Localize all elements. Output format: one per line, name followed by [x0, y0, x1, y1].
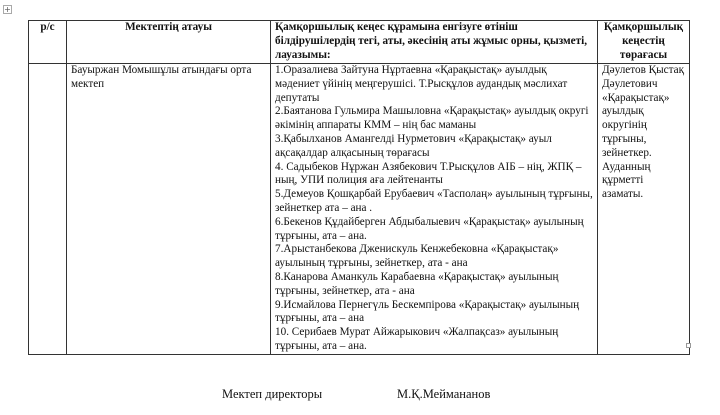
member-item: 1.Оразалиева Зайтуна Нұртаевна «Қарақыстақ» ауылдық мәдениет үйінің меңгерушісі. Т.Рысқұлов аудандық мәслихат депутаты: [275, 64, 568, 104]
cell-chairman: Дәулетов Қыстақ Дәулетович «Қарақыстақ» ауылдық округінің тұрғыны, зейнеткер. Ауданның құрметті азаматы.: [598, 64, 690, 355]
header-number: р/с: [29, 21, 67, 64]
member-item: 7.Арыстанбекова Дженискуль Кенжебековна «Қарақыстақ» ауылының тұрғыны, зейнеткер, ата - ана: [275, 243, 559, 270]
member-item: 6.Бекенов Құдайберген Абдыбалыевич «Қарақыстақ» ауылының тұрғыны, ата – ана.: [275, 215, 584, 242]
table-move-handle-icon[interactable]: +: [4, 5, 11, 14]
director-title: Мектеп директоры: [222, 387, 323, 401]
table-resize-handle-icon[interactable]: [686, 343, 691, 348]
table-row: [29, 64, 690, 355]
cell-number: [29, 64, 67, 355]
member-item: 8.Канарова Аманкуль Карабаевна «Қарақыстақ» ауылының тұрғыны, зейнеткер, ата - ана: [275, 270, 559, 297]
cell-school-name: Бауыржан Момышұлы атындағы орта мектеп: [67, 64, 271, 355]
header-chairman: Қамқоршылық кеңестің төрағасы: [598, 21, 690, 64]
member-item: 4. Садыбеков Нұржан Азябекович Т.Рысқұлов АІБ – нің, ЖПҚ – ның, УПИ полиция аға лейтенанты: [275, 160, 582, 187]
member-item: 5.Демеуов Қошқарбай Ерубаевич «Тасполаң» ауылының тұрғыны, зейнеткер ата – ана .: [275, 188, 593, 214]
member-item: 9.Исмайлова Пернегүль Бескемпірова «Қарақыстақ» ауылының тұрғыны, ата – ана: [275, 298, 580, 325]
board-members-table: [28, 20, 690, 355]
member-item: 3.Қабылханов Амангелді Нурметович «Қарақыстақ» ауыл ақсақалдар алқасының төрағасы: [275, 132, 552, 159]
director-name: М.Қ.Мейманaнов: [397, 387, 491, 401]
table-header-row: [29, 21, 690, 64]
cell-applicants: [271, 64, 598, 355]
header-school-name: Мектептің атауы: [67, 21, 271, 64]
header-applicants: Қамқоршылық кеңес құрамына енгізуге өтініш білдірушілердің тегі, аты, әкесінің аты жұмыс орны, қызметі, лауазымы:: [271, 21, 598, 64]
member-item: 2.Баятанова Гульмира Машыловна «Қарақыстақ» ауылдық округі әкімінің аппараты КММ – нің бас маманы: [275, 105, 589, 132]
member-item: 10. Серибаев Мурат Айжарыкович «Жалпақсаз» ауылының тұрғыны, ата – ана.: [275, 326, 559, 352]
